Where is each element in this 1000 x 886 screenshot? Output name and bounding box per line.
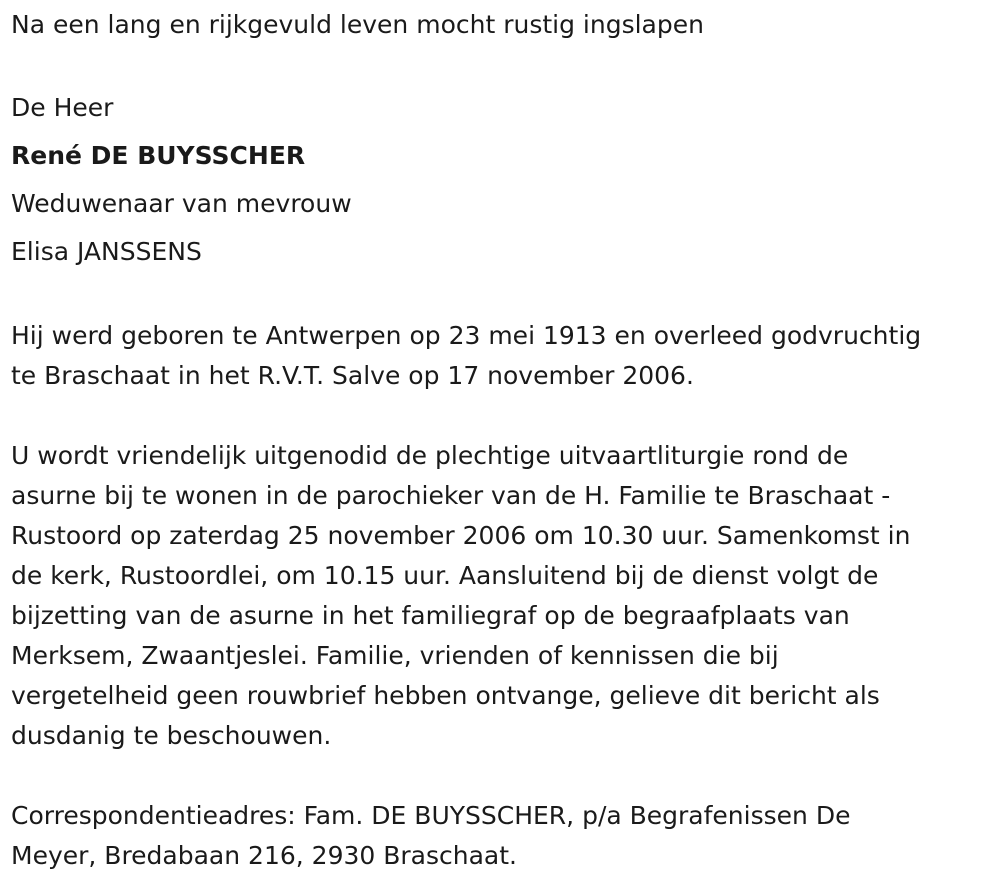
spouse-name: Elisa JANSSENS <box>11 237 202 266</box>
paragraph-line: U wordt vriendelijk uitgenodid de plechtige uitvaartliturgie rond de <box>11 441 849 470</box>
deceased-heading <box>11 84 986 276</box>
correspondence-paragraph <box>11 796 986 876</box>
paragraph-line: Hij werd geboren te Antwerpen op 23 mei 1913 en overleed godvruchtig <box>11 321 922 350</box>
salutation: De Heer <box>11 93 114 122</box>
birth-death-paragraph <box>11 316 986 396</box>
relation-line: Weduwenaar van mevrouw <box>11 189 352 218</box>
paragraph-line: asurne bij te wonen in de parochieker van de H. Familie te Braschaat - <box>11 481 891 510</box>
invitation-paragraph <box>11 436 986 756</box>
paragraph-line: Rustoord op zaterdag 25 november 2006 om 10.30 uur. Samenkomst in <box>11 521 911 550</box>
paragraph-line: te Braschaat in het R.V.T. Salve op 17 november 2006. <box>11 361 694 390</box>
paragraph-line: Meyer, Bredabaan 216, 2930 Braschaat. <box>11 841 517 870</box>
deceased-name: René DE BUYSSCHER <box>11 141 306 170</box>
paragraph-line: de kerk, Rustoordlei, om 10.15 uur. Aansluitend bij de dienst volgt de <box>11 561 879 590</box>
paragraph-line: bijzetting van de asurne in het familiegraf op de begraafplaats van <box>11 601 850 630</box>
paragraph-line: Correspondentieadres: Fam. DE BUYSSCHER, p/a Begrafenissen De <box>11 801 851 830</box>
paragraph-line: dusdanig te beschouwen. <box>11 721 332 750</box>
obituary-notice <box>11 6 986 876</box>
intro-line: Na een lang en rijkgevuld leven mocht rustig ingslapen <box>11 10 704 39</box>
paragraph-line: vergetelheid geen rouwbrief hebben ontvange, gelieve dit bericht als <box>11 681 880 710</box>
paragraph-line: Merksem, Zwaantjeslei. Familie, vrienden of kennissen die bij <box>11 641 779 670</box>
